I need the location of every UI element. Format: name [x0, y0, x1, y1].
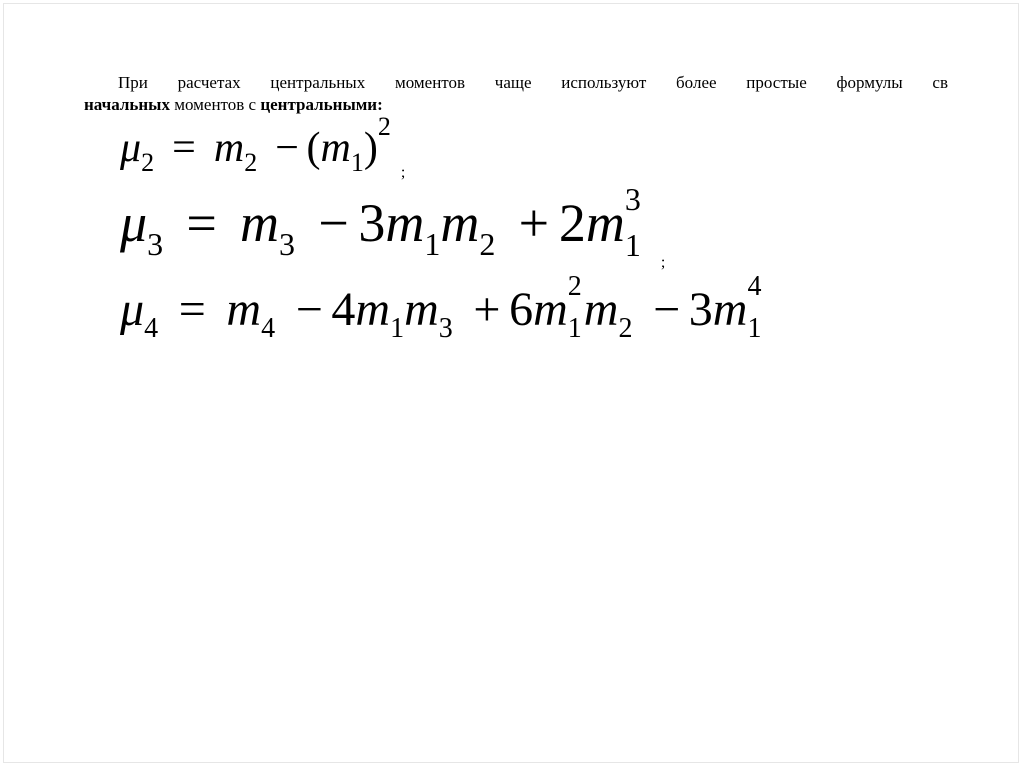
variable-m: m: [385, 193, 425, 253]
subscript: 1: [390, 313, 405, 344]
intro-bold-initial: начальных: [84, 95, 170, 114]
minus-sign: −: [275, 125, 299, 171]
mu-symbol: μ: [120, 125, 142, 171]
equals-sign: =: [172, 125, 196, 171]
subscript: 4: [261, 313, 276, 344]
variable-m: m: [404, 283, 439, 336]
equals-sign: =: [178, 283, 206, 336]
formula-mu2: [120, 112, 406, 181]
variable-m: m: [585, 193, 625, 253]
subscript: 1: [350, 148, 364, 177]
variable-m: m: [712, 283, 748, 336]
subscript: 4: [144, 313, 159, 344]
coefficient: 4: [331, 283, 356, 336]
coefficient: 2: [558, 193, 586, 253]
equals-sign: =: [186, 193, 217, 253]
mu-symbol: μ: [120, 193, 148, 253]
open-paren: (: [306, 125, 321, 171]
semicolon: ;: [400, 164, 406, 181]
subscript: 3: [147, 226, 164, 262]
intro-line-2-text: моментов с: [169, 95, 261, 114]
minus-sign: −: [295, 283, 323, 336]
superscript: 3: [624, 181, 641, 217]
minus-sign: −: [318, 193, 349, 253]
subscript: 2: [479, 226, 496, 262]
variable-m: m: [355, 283, 391, 336]
coefficient: 3: [688, 283, 713, 336]
intro-paragraph: [84, 72, 948, 116]
superscript: 4: [747, 271, 762, 302]
plus-sign: +: [473, 283, 501, 336]
variable-m: m: [583, 283, 619, 336]
close-paren: ): [363, 125, 378, 171]
variable-m: m: [533, 283, 568, 336]
intro-line-1: При расчетах центральных моментов чаще используют более простые формулы св: [118, 73, 948, 92]
slide-frame: [3, 3, 1019, 763]
subscript: 2: [244, 148, 258, 177]
subscript: 1: [567, 313, 582, 344]
plus-sign: +: [518, 193, 550, 253]
superscript: 2: [377, 112, 391, 141]
variable-m: m: [213, 125, 245, 171]
semicolon: ;: [660, 254, 666, 271]
coefficient: 6: [509, 283, 534, 336]
subscript: 1: [424, 226, 441, 262]
subscript: 1: [747, 313, 762, 344]
variable-m: m: [320, 125, 351, 171]
variable-m: m: [226, 283, 262, 336]
subscript: 2: [618, 313, 633, 344]
subscript: 1: [624, 227, 641, 263]
mu-symbol: μ: [120, 283, 145, 336]
subscript: 2: [141, 148, 155, 177]
intro-bold-central: центральными:: [260, 95, 383, 114]
superscript: 2: [567, 271, 582, 302]
minus-sign: −: [653, 283, 681, 336]
variable-m: m: [440, 193, 480, 253]
coefficient: 3: [358, 193, 386, 253]
variable-m: m: [240, 193, 280, 253]
subscript: 3: [438, 313, 453, 344]
subscript: 3: [279, 226, 296, 262]
formula-mu3: [120, 181, 666, 271]
formula-mu4: [120, 271, 763, 344]
